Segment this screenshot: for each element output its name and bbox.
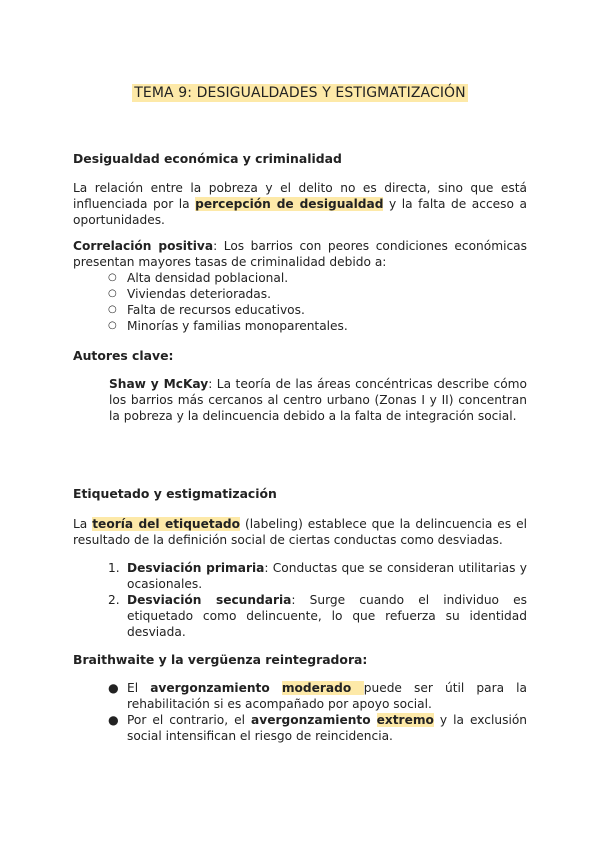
highlight-text: percepción de desigualdad [195,197,384,211]
section-heading-labeling: Etiquetado y estigmatización [73,486,277,501]
authors-heading: Autores clave: [73,348,174,363]
list-item: ○ Falta de recursos educativos. [108,303,305,317]
deviation-list [108,560,527,640]
paragraph-correlation: Correlación positiva: Los barrios con peores condiciones económicas presentan mayores tasas de criminalidad debido a: [73,239,527,269]
section-heading-inequality: Desigualdad económica y criminalidad [73,151,342,166]
braithwaite-heading: Braithwaite y la vergüenza reintegradora: [73,652,368,667]
authors-paragraph: Shaw y McKay: La teoría de las áreas concéntricas describe cómo los barrios más cercanos al centro urbano (Zonas I y II) concentran la pobreza y la delincuencia debido a la falta de integración social. [109,377,527,423]
highlight-text: extremo [376,713,434,727]
list-item: ○ Alta densidad poblacional. [108,271,289,285]
paragraph-labeling: La teoría del etiquetado (labeling) establece que la delincuencia es el resultado de la definición social de ciertas conductas como desviadas. [73,517,527,547]
circle-bullet-icon: ○ [108,320,117,331]
circle-bullet-icon: ○ [108,288,117,299]
highlight-text: teoría del etiquetado [92,517,241,531]
list-item: ○ Viviendas deterioradas. [108,287,271,301]
circle-bullet-icon: ○ [108,272,117,283]
list-item: 1. Desviación primaria: Conductas que se consideran utilitarias y ocasionales. [108,561,527,591]
shaming-list [108,680,528,744]
disc-bullet-icon: ● [108,713,119,727]
highlight-text: moderado [281,681,364,695]
factors-list [108,270,527,334]
list-item: 2. Desviación secundaria: Surge cuando el individuo es etiquetado como delincuente, lo que refuerza su identidad desviada. [108,593,527,639]
list-item: ● El avergonzamiento moderado puede ser útil para la rehabilitación si es acompañado por apoyo social. [108,681,527,711]
list-item: ● Por el contrario, el avergonzamiento extremo y la exclusión social intensifican el riesgo de reincidencia. [108,713,528,743]
list-item: ○ Minorías y familias monoparentales. [108,319,348,333]
page-title: TEMA 9: DESIGUALDADES Y ESTIGMATIZACIÓN [134,85,466,101]
circle-bullet-icon: ○ [108,304,117,315]
disc-bullet-icon: ● [108,681,119,695]
paragraph-intro: La relación entre la pobreza y el delito no es directa, sino que está influenciada por la percepción de desigualdad y la falta de acceso a oportunidades. [73,181,527,227]
